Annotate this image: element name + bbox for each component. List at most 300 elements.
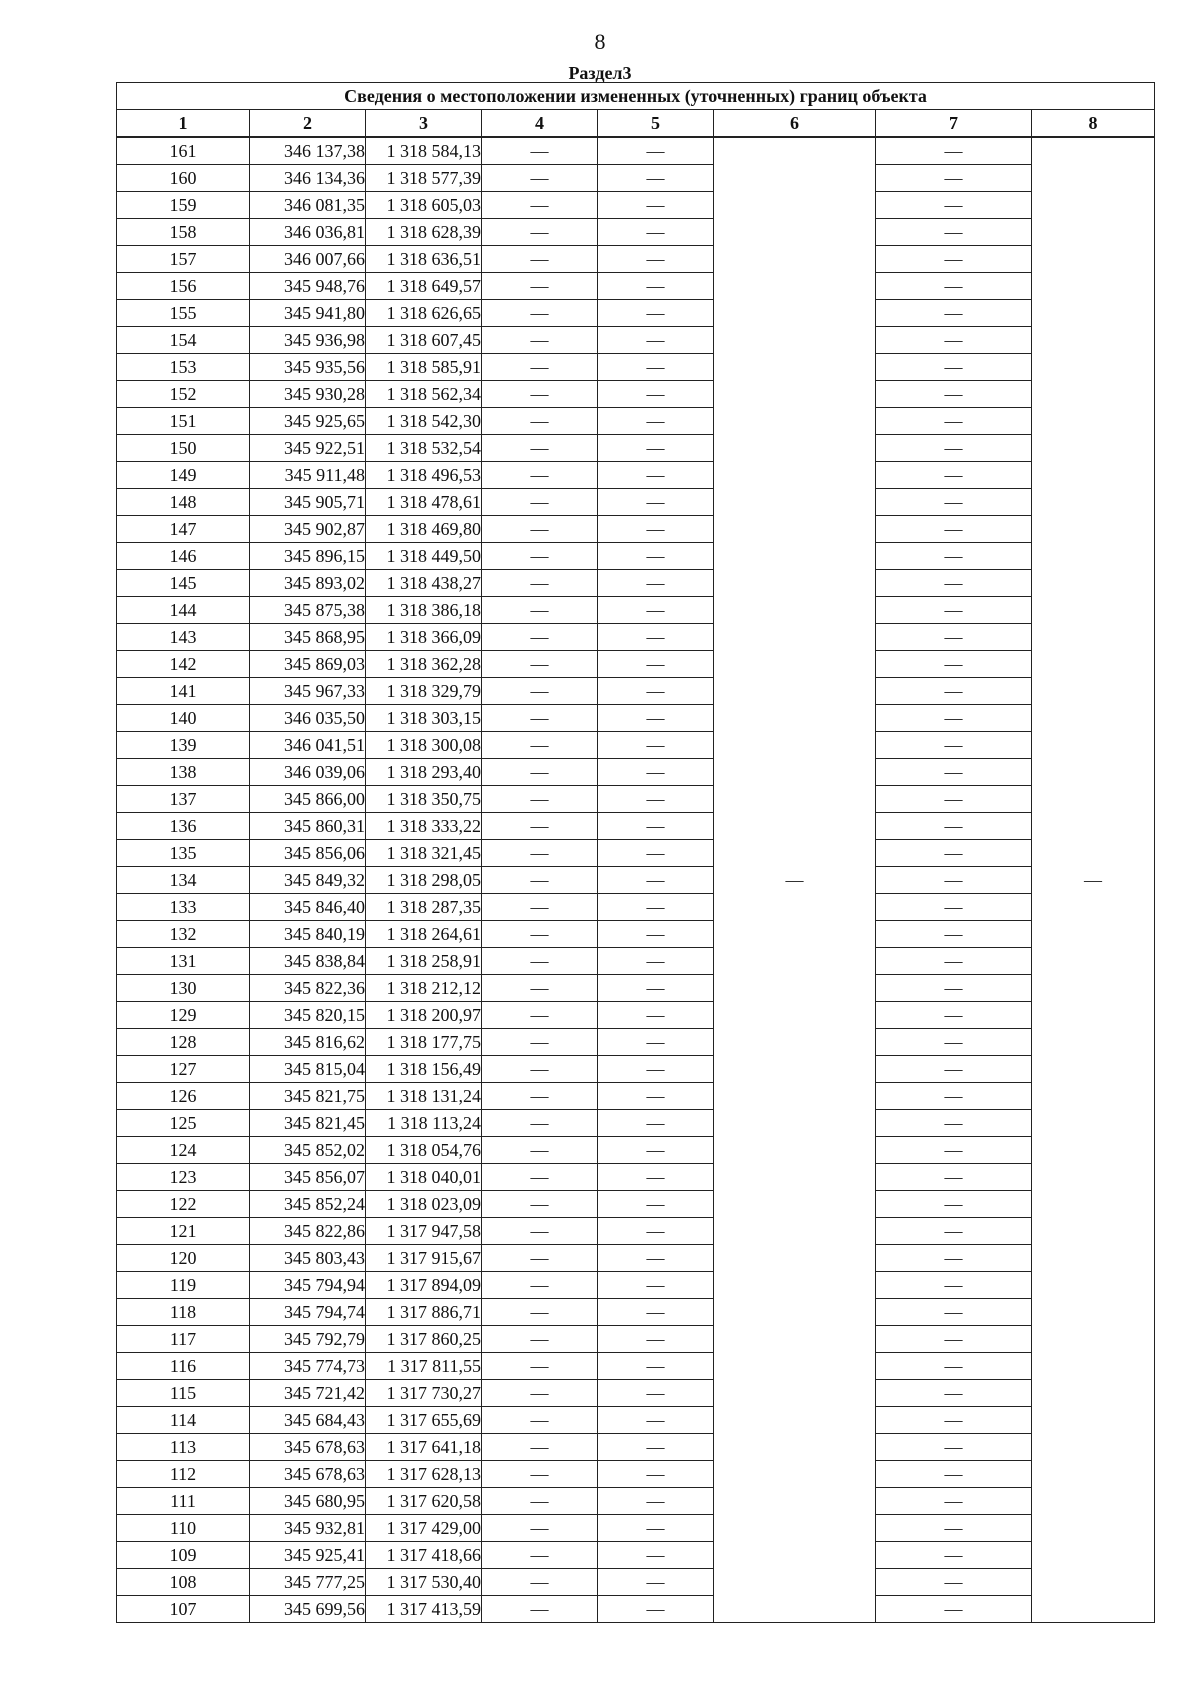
- table-row: [117, 597, 1155, 624]
- point-number-cell: 119: [117, 1272, 250, 1299]
- table-row: [117, 1326, 1155, 1353]
- point-number-cell: 161: [117, 137, 250, 165]
- column-5-cell: —: [598, 1083, 714, 1110]
- column-5-cell: —: [598, 867, 714, 894]
- column-7-cell: —: [876, 786, 1032, 813]
- column-5-cell: —: [598, 1191, 714, 1218]
- column-5-cell: —: [598, 1002, 714, 1029]
- y-coordinate-cell: 1 318 303,15: [366, 705, 482, 732]
- x-coordinate-cell: 345 777,25: [250, 1569, 366, 1596]
- column-7-cell: —: [876, 894, 1032, 921]
- column-7-cell: —: [876, 1056, 1032, 1083]
- column-header: 4: [482, 110, 598, 138]
- x-coordinate-cell: 346 081,35: [250, 192, 366, 219]
- point-number-cell: 120: [117, 1245, 250, 1272]
- point-number-cell: 146: [117, 543, 250, 570]
- column-5-cell: —: [598, 1380, 714, 1407]
- column-4-cell: —: [482, 651, 598, 678]
- x-coordinate-cell: 345 935,56: [250, 354, 366, 381]
- column-7-cell: —: [876, 435, 1032, 462]
- column-4-cell: —: [482, 273, 598, 300]
- column-5-cell: —: [598, 1434, 714, 1461]
- y-coordinate-cell: 1 318 562,34: [366, 381, 482, 408]
- table-row: [117, 1137, 1155, 1164]
- point-number-cell: 152: [117, 381, 250, 408]
- column-5-cell: —: [598, 894, 714, 921]
- column-header: 2: [250, 110, 366, 138]
- table-row: [117, 435, 1155, 462]
- x-coordinate-cell: 345 922,51: [250, 435, 366, 462]
- column-7-cell: —: [876, 1110, 1032, 1137]
- column-7-cell: —: [876, 246, 1032, 273]
- y-coordinate-cell: 1 318 177,75: [366, 1029, 482, 1056]
- column-5-cell: —: [598, 1353, 714, 1380]
- column-4-cell: —: [482, 1596, 598, 1623]
- x-coordinate-cell: 345 860,31: [250, 813, 366, 840]
- x-coordinate-cell: 345 815,04: [250, 1056, 366, 1083]
- column-5-cell: —: [598, 1272, 714, 1299]
- column-4-cell: —: [482, 1515, 598, 1542]
- y-coordinate-cell: 1 317 418,66: [366, 1542, 482, 1569]
- point-number-cell: 107: [117, 1596, 250, 1623]
- x-coordinate-cell: 345 840,19: [250, 921, 366, 948]
- column-4-cell: —: [482, 1002, 598, 1029]
- x-coordinate-cell: 345 932,81: [250, 1515, 366, 1542]
- y-coordinate-cell: 1 318 298,05: [366, 867, 482, 894]
- y-coordinate-cell: 1 318 542,30: [366, 408, 482, 435]
- column-5-cell: —: [598, 1164, 714, 1191]
- point-number-cell: 130: [117, 975, 250, 1002]
- point-number-cell: 116: [117, 1353, 250, 1380]
- column-6-merged-cell: —: [714, 137, 876, 1623]
- table-row: [117, 840, 1155, 867]
- x-coordinate-cell: 345 684,43: [250, 1407, 366, 1434]
- column-7-cell: —: [876, 840, 1032, 867]
- table-row: [117, 1380, 1155, 1407]
- column-7-cell: —: [876, 1191, 1032, 1218]
- x-coordinate-cell: 345 866,00: [250, 786, 366, 813]
- point-number-cell: 111: [117, 1488, 250, 1515]
- x-coordinate-cell: 345 821,75: [250, 1083, 366, 1110]
- x-coordinate-cell: 346 137,38: [250, 137, 366, 165]
- column-4-cell: —: [482, 1488, 598, 1515]
- column-7-cell: —: [876, 570, 1032, 597]
- column-7-cell: —: [876, 1434, 1032, 1461]
- column-4-cell: —: [482, 894, 598, 921]
- point-number-cell: 150: [117, 435, 250, 462]
- y-coordinate-cell: 1 318 362,28: [366, 651, 482, 678]
- point-number-cell: 109: [117, 1542, 250, 1569]
- table-row: [117, 1029, 1155, 1056]
- column-4-cell: —: [482, 840, 598, 867]
- column-5-cell: —: [598, 1488, 714, 1515]
- column-4-cell: —: [482, 1164, 598, 1191]
- column-7-cell: —: [876, 732, 1032, 759]
- y-coordinate-cell: 1 318 469,80: [366, 516, 482, 543]
- y-coordinate-cell: 1 318 607,45: [366, 327, 482, 354]
- x-coordinate-cell: 345 936,98: [250, 327, 366, 354]
- column-5-cell: —: [598, 597, 714, 624]
- column-7-cell: —: [876, 1542, 1032, 1569]
- table-row: [117, 137, 1155, 165]
- y-coordinate-cell: 1 317 530,40: [366, 1569, 482, 1596]
- y-coordinate-cell: 1 318 156,49: [366, 1056, 482, 1083]
- column-7-cell: —: [876, 1407, 1032, 1434]
- column-7-cell: —: [876, 1029, 1032, 1056]
- point-number-cell: 108: [117, 1569, 250, 1596]
- y-coordinate-cell: 1 318 496,53: [366, 462, 482, 489]
- x-coordinate-cell: 345 774,73: [250, 1353, 366, 1380]
- point-number-cell: 129: [117, 1002, 250, 1029]
- x-coordinate-cell: 345 794,74: [250, 1299, 366, 1326]
- column-7-cell: —: [876, 1245, 1032, 1272]
- table-row: [117, 1353, 1155, 1380]
- column-4-cell: —: [482, 786, 598, 813]
- point-number-cell: 124: [117, 1137, 250, 1164]
- column-5-cell: —: [598, 354, 714, 381]
- point-number-cell: 141: [117, 678, 250, 705]
- y-coordinate-cell: 1 318 605,03: [366, 192, 482, 219]
- table-row: [117, 867, 1155, 894]
- column-5-cell: —: [598, 1299, 714, 1326]
- y-coordinate-cell: 1 318 258,91: [366, 948, 482, 975]
- x-coordinate-cell: 345 925,65: [250, 408, 366, 435]
- column-4-cell: —: [482, 732, 598, 759]
- column-5-cell: —: [598, 489, 714, 516]
- x-coordinate-cell: 345 678,63: [250, 1434, 366, 1461]
- y-coordinate-cell: 1 318 628,39: [366, 219, 482, 246]
- column-4-cell: —: [482, 1299, 598, 1326]
- column-7-cell: —: [876, 597, 1032, 624]
- column-5-cell: —: [598, 948, 714, 975]
- y-coordinate-cell: 1 318 293,40: [366, 759, 482, 786]
- column-7-cell: —: [876, 705, 1032, 732]
- point-number-cell: 123: [117, 1164, 250, 1191]
- column-5-cell: —: [598, 543, 714, 570]
- table-row: [117, 1218, 1155, 1245]
- y-coordinate-cell: 1 317 894,09: [366, 1272, 482, 1299]
- column-4-cell: —: [482, 435, 598, 462]
- table-row: [117, 1299, 1155, 1326]
- table-row: [117, 1596, 1155, 1623]
- point-number-cell: 158: [117, 219, 250, 246]
- column-header: 3: [366, 110, 482, 138]
- table-row: [117, 1434, 1155, 1461]
- point-number-cell: 151: [117, 408, 250, 435]
- x-coordinate-cell: 345 896,15: [250, 543, 366, 570]
- point-number-cell: 112: [117, 1461, 250, 1488]
- column-5-cell: —: [598, 651, 714, 678]
- y-coordinate-cell: 1 317 947,58: [366, 1218, 482, 1245]
- column-5-cell: —: [598, 1596, 714, 1623]
- y-coordinate-cell: 1 318 585,91: [366, 354, 482, 381]
- column-7-cell: —: [876, 516, 1032, 543]
- y-coordinate-cell: 1 318 532,54: [366, 435, 482, 462]
- column-5-cell: —: [598, 273, 714, 300]
- column-5-cell: —: [598, 705, 714, 732]
- point-number-cell: 128: [117, 1029, 250, 1056]
- table-row: [117, 192, 1155, 219]
- column-4-cell: —: [482, 1353, 598, 1380]
- table-row: [117, 1002, 1155, 1029]
- table-row: [117, 732, 1155, 759]
- table-row: [117, 462, 1155, 489]
- y-coordinate-cell: 1 318 212,12: [366, 975, 482, 1002]
- column-4-cell: —: [482, 381, 598, 408]
- column-5-cell: —: [598, 516, 714, 543]
- point-number-cell: 122: [117, 1191, 250, 1218]
- table-row: [117, 1083, 1155, 1110]
- y-coordinate-cell: 1 318 023,09: [366, 1191, 482, 1218]
- table-row: [117, 678, 1155, 705]
- y-coordinate-cell: 1 318 321,45: [366, 840, 482, 867]
- column-7-cell: —: [876, 948, 1032, 975]
- table-row: [117, 759, 1155, 786]
- column-4-cell: —: [482, 137, 598, 165]
- column-4-cell: —: [482, 1326, 598, 1353]
- x-coordinate-cell: 346 035,50: [250, 705, 366, 732]
- column-4-cell: —: [482, 813, 598, 840]
- y-coordinate-cell: 1 317 655,69: [366, 1407, 482, 1434]
- column-5-cell: —: [598, 678, 714, 705]
- x-coordinate-cell: 345 902,87: [250, 516, 366, 543]
- column-4-cell: —: [482, 1029, 598, 1056]
- column-5-cell: —: [598, 219, 714, 246]
- column-7-cell: —: [876, 381, 1032, 408]
- table-row: [117, 1488, 1155, 1515]
- coordinates-table: [116, 82, 1155, 1623]
- table-row: [117, 354, 1155, 381]
- table-row: [117, 219, 1155, 246]
- column-5-cell: —: [598, 1407, 714, 1434]
- column-4-cell: —: [482, 1110, 598, 1137]
- y-coordinate-cell: 1 318 264,61: [366, 921, 482, 948]
- column-5-cell: —: [598, 624, 714, 651]
- column-7-cell: —: [876, 1380, 1032, 1407]
- column-5-cell: —: [598, 1515, 714, 1542]
- x-coordinate-cell: 345 821,45: [250, 1110, 366, 1137]
- column-4-cell: —: [482, 705, 598, 732]
- x-coordinate-cell: 345 868,95: [250, 624, 366, 651]
- column-7-cell: —: [876, 273, 1032, 300]
- table-row: [117, 1191, 1155, 1218]
- column-7-cell: —: [876, 1164, 1032, 1191]
- column-7-cell: —: [876, 1083, 1032, 1110]
- column-4-cell: —: [482, 1380, 598, 1407]
- point-number-cell: 132: [117, 921, 250, 948]
- column-4-cell: —: [482, 1461, 598, 1488]
- table-row: [117, 921, 1155, 948]
- y-coordinate-cell: 1 318 386,18: [366, 597, 482, 624]
- column-7-cell: —: [876, 192, 1032, 219]
- column-5-cell: —: [598, 1461, 714, 1488]
- y-coordinate-cell: 1 318 478,61: [366, 489, 482, 516]
- point-number-cell: 144: [117, 597, 250, 624]
- column-7-cell: —: [876, 813, 1032, 840]
- table-row: [117, 705, 1155, 732]
- table-row: [117, 408, 1155, 435]
- point-number-cell: 149: [117, 462, 250, 489]
- point-number-cell: 125: [117, 1110, 250, 1137]
- x-coordinate-cell: 345 925,41: [250, 1542, 366, 1569]
- column-5-cell: —: [598, 570, 714, 597]
- point-number-cell: 147: [117, 516, 250, 543]
- column-header: 5: [598, 110, 714, 138]
- table-row: [117, 1569, 1155, 1596]
- column-7-cell: —: [876, 1569, 1032, 1596]
- column-7-cell: —: [876, 165, 1032, 192]
- y-coordinate-cell: 1 318 287,35: [366, 894, 482, 921]
- y-coordinate-cell: 1 317 730,27: [366, 1380, 482, 1407]
- table-row: [117, 651, 1155, 678]
- column-5-cell: —: [598, 1542, 714, 1569]
- column-5-cell: —: [598, 840, 714, 867]
- point-number-cell: 159: [117, 192, 250, 219]
- column-5-cell: —: [598, 975, 714, 1002]
- column-5-cell: —: [598, 1056, 714, 1083]
- y-coordinate-cell: 1 318 438,27: [366, 570, 482, 597]
- point-number-cell: 153: [117, 354, 250, 381]
- column-4-cell: —: [482, 570, 598, 597]
- column-5-cell: —: [598, 137, 714, 165]
- column-4-cell: —: [482, 543, 598, 570]
- column-4-cell: —: [482, 1083, 598, 1110]
- column-4-cell: —: [482, 921, 598, 948]
- column-5-cell: —: [598, 462, 714, 489]
- point-number-cell: 143: [117, 624, 250, 651]
- column-4-cell: —: [482, 300, 598, 327]
- table-row: [117, 246, 1155, 273]
- column-header: 6: [714, 110, 876, 138]
- y-coordinate-cell: 1 317 413,59: [366, 1596, 482, 1623]
- table-body: [117, 137, 1155, 1623]
- column-4-cell: —: [482, 219, 598, 246]
- column-4-cell: —: [482, 1056, 598, 1083]
- page-number: 8: [594, 29, 606, 54]
- y-coordinate-cell: 1 317 620,58: [366, 1488, 482, 1515]
- x-coordinate-cell: 345 803,43: [250, 1245, 366, 1272]
- x-coordinate-cell: 345 948,76: [250, 273, 366, 300]
- x-coordinate-cell: 345 820,15: [250, 1002, 366, 1029]
- column-5-cell: —: [598, 1218, 714, 1245]
- column-7-cell: —: [876, 1596, 1032, 1623]
- y-coordinate-cell: 1 318 636,51: [366, 246, 482, 273]
- column-4-cell: —: [482, 624, 598, 651]
- column-4-cell: —: [482, 975, 598, 1002]
- column-5-cell: —: [598, 165, 714, 192]
- column-7-cell: —: [876, 462, 1032, 489]
- x-coordinate-cell: 346 041,51: [250, 732, 366, 759]
- column-7-cell: —: [876, 1461, 1032, 1488]
- column-4-cell: —: [482, 1245, 598, 1272]
- column-7-cell: —: [876, 759, 1032, 786]
- column-5-cell: —: [598, 1029, 714, 1056]
- column-header: 8: [1032, 110, 1155, 138]
- y-coordinate-cell: 1 318 649,57: [366, 273, 482, 300]
- column-4-cell: —: [482, 192, 598, 219]
- column-4-cell: —: [482, 408, 598, 435]
- column-7-cell: —: [876, 1218, 1032, 1245]
- column-7-cell: —: [876, 1272, 1032, 1299]
- x-coordinate-cell: 345 680,95: [250, 1488, 366, 1515]
- column-5-cell: —: [598, 1110, 714, 1137]
- column-4-cell: —: [482, 246, 598, 273]
- point-number-cell: 121: [117, 1218, 250, 1245]
- y-coordinate-cell: 1 317 429,00: [366, 1515, 482, 1542]
- column-5-cell: —: [598, 300, 714, 327]
- x-coordinate-cell: 345 967,33: [250, 678, 366, 705]
- point-number-cell: 155: [117, 300, 250, 327]
- column-4-cell: —: [482, 1272, 598, 1299]
- column-5-cell: —: [598, 732, 714, 759]
- table-row: [117, 543, 1155, 570]
- table-row: [117, 1245, 1155, 1272]
- table-row: [117, 1164, 1155, 1191]
- table-row: [117, 813, 1155, 840]
- column-8-merged-cell: —: [1032, 137, 1155, 1623]
- table-row: [117, 1407, 1155, 1434]
- table-row: [117, 948, 1155, 975]
- y-coordinate-cell: 1 318 054,76: [366, 1137, 482, 1164]
- point-number-cell: 127: [117, 1056, 250, 1083]
- column-7-cell: —: [876, 300, 1032, 327]
- column-7-cell: —: [876, 137, 1032, 165]
- column-4-cell: —: [482, 1191, 598, 1218]
- x-coordinate-cell: 345 699,56: [250, 1596, 366, 1623]
- column-4-cell: —: [482, 1434, 598, 1461]
- table-caption: Сведения о местоположении измененных (уточненных) границ объекта: [117, 83, 1155, 110]
- point-number-cell: 115: [117, 1380, 250, 1407]
- column-7-cell: —: [876, 219, 1032, 246]
- column-4-cell: —: [482, 354, 598, 381]
- column-7-cell: —: [876, 489, 1032, 516]
- column-4-cell: —: [482, 165, 598, 192]
- x-coordinate-cell: 345 856,06: [250, 840, 366, 867]
- column-7-cell: —: [876, 678, 1032, 705]
- x-coordinate-cell: 345 849,32: [250, 867, 366, 894]
- column-7-cell: —: [876, 408, 1032, 435]
- column-5-cell: —: [598, 1326, 714, 1353]
- point-number-cell: 110: [117, 1515, 250, 1542]
- point-number-cell: 140: [117, 705, 250, 732]
- column-5-cell: —: [598, 786, 714, 813]
- column-7-cell: —: [876, 543, 1032, 570]
- point-number-cell: 118: [117, 1299, 250, 1326]
- column-4-cell: —: [482, 516, 598, 543]
- column-4-cell: —: [482, 489, 598, 516]
- point-number-cell: 154: [117, 327, 250, 354]
- table-row: [117, 300, 1155, 327]
- x-coordinate-cell: 345 678,63: [250, 1461, 366, 1488]
- column-7-cell: —: [876, 1488, 1032, 1515]
- column-5-cell: —: [598, 1245, 714, 1272]
- table-row: [117, 1056, 1155, 1083]
- y-coordinate-cell: 1 317 811,55: [366, 1353, 482, 1380]
- y-coordinate-cell: 1 318 131,24: [366, 1083, 482, 1110]
- x-coordinate-cell: 345 875,38: [250, 597, 366, 624]
- table-row: [117, 489, 1155, 516]
- column-4-cell: —: [482, 597, 598, 624]
- x-coordinate-cell: 345 911,48: [250, 462, 366, 489]
- point-number-cell: 138: [117, 759, 250, 786]
- point-number-cell: 117: [117, 1326, 250, 1353]
- y-coordinate-cell: 1 317 641,18: [366, 1434, 482, 1461]
- y-coordinate-cell: 1 317 886,71: [366, 1299, 482, 1326]
- column-5-cell: —: [598, 327, 714, 354]
- column-4-cell: —: [482, 1218, 598, 1245]
- column-7-cell: —: [876, 867, 1032, 894]
- y-coordinate-cell: 1 317 628,13: [366, 1461, 482, 1488]
